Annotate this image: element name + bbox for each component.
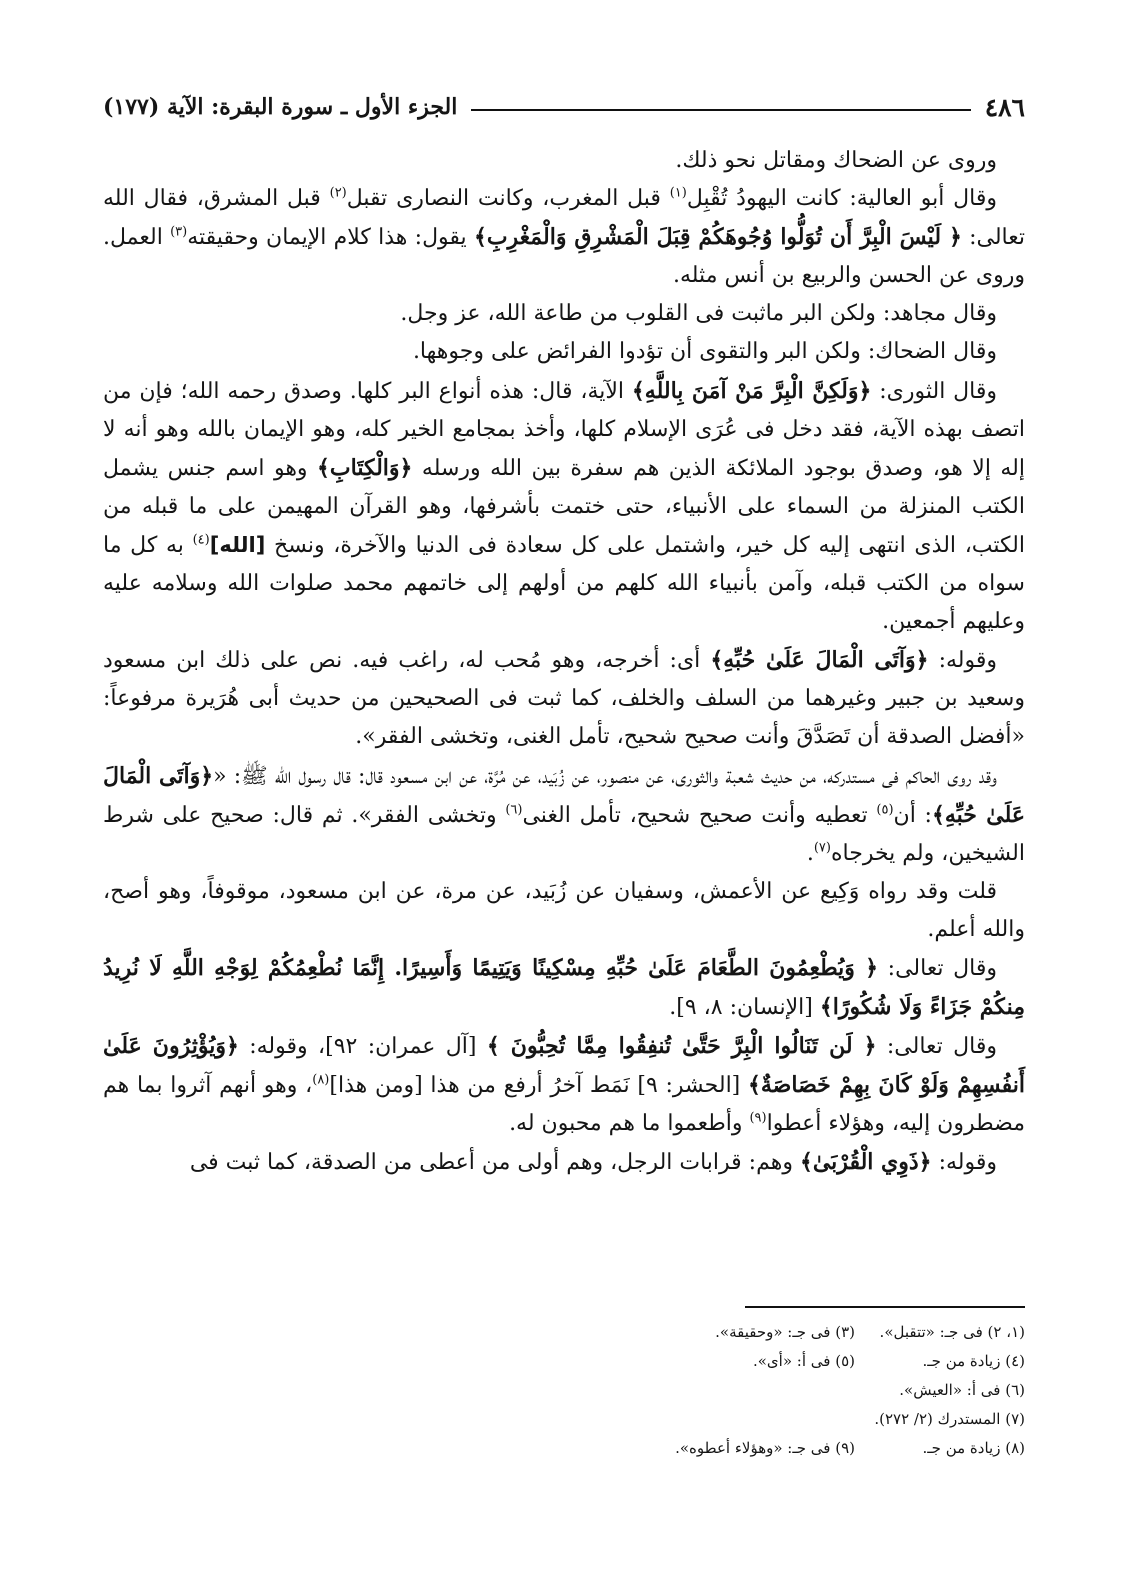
quran-verse: ﴿وَيُؤْثِرُونَ عَلَىٰ أَنفُسِهِمْ وَلَوْ كَانَ بِهِمْ خَصَاصَةٌ﴾	[103, 1033, 1026, 1099]
quran-verse: ﴿وَآتَى الْمَالَ عَلَىٰ حُبِّهِ﴾	[710, 647, 929, 674]
paragraph-p6	[103, 641, 1025, 756]
footnote-marker: (٨)	[312, 1072, 330, 1088]
text-run: قبل المشرق، فقال الله تعالى:	[103, 186, 1025, 251]
text-run: وهم: قرابات الرجل، وهم أولى من أعطى من الصدقة، كما ثبت فى	[189, 1150, 800, 1176]
text-run: يقول: هذا كلام الإيمان وحقيقته	[187, 225, 474, 251]
footnote-separator	[745, 1306, 1025, 1308]
footnote-marker: (٥)	[876, 802, 894, 818]
footnote-row	[103, 1376, 1025, 1405]
text-run: وقال مجاهد: ولكن البر ماثبت فى القلوب من طاعة الله، عز وجل.	[400, 301, 997, 327]
footnote: (٣) فى جـ: «وحقيقة».	[715, 1323, 855, 1341]
paragraph-p10	[103, 1027, 1025, 1143]
text-run: وقال تعالى:	[876, 1034, 997, 1060]
page-number: ٤٨٦	[984, 92, 1025, 122]
footnote-row	[103, 1318, 1025, 1347]
footnote: (٨) زيادة من جـ.	[922, 1439, 1025, 1457]
text-run: وقال الثورى:	[871, 378, 997, 404]
text-run: .	[806, 840, 814, 866]
footnote-marker: (٦)	[505, 802, 523, 818]
page-header	[103, 90, 1025, 124]
paragraph-p8	[103, 873, 1025, 949]
text-run: [آل عمران: ٩٢]، وقوله:	[238, 1034, 487, 1060]
text-run: الآية، قال: هذه أنواع البر كلها. وصدق رحمه الله؛ فإن من اتصف بهذه الآية، فقد دخل فى عُرَى الإسلام كلها، وأخذ بمجامع الخير كله، وهو الإيمان بالله وهو أنه لا إله إلا هو، وصدق بوجود الملائكة الذين هم سفرة بين الله ورسله	[103, 378, 1025, 481]
running-title: الجزء الأول ـ سورة البقرة: الآية (١٧٧)	[103, 94, 458, 120]
text-run: وقد روى الحاكم فى مستدركه، من حديث شعبة والثورى، عن منصور، عن زُبَيد، عن مُرَّة، عن ابن مسعود قال: قال رسول الله ﷺ: «	[213, 763, 998, 789]
footnote-marker: (٢)	[329, 185, 347, 201]
text-run: وقال تعالى:	[878, 955, 997, 981]
header-rule	[471, 109, 970, 111]
paragraph-p1	[103, 142, 1025, 180]
paragraph-p11	[103, 1143, 1025, 1182]
text-run: وقال أبو العالية: كانت اليهودُ تُقْبِل	[686, 186, 998, 212]
text-run: قبل المغرب، وكانت النصارى تقبل	[346, 186, 670, 212]
text-run: به كل ما سواه من الكتب قبله، وآمن بأنبياء الله كلهم من أولهم إلى خاتمهم محمد صلوات الله وسلامه عليه وعليهم أجمعين.	[103, 532, 1025, 635]
footnote-marker: (١)	[669, 185, 687, 201]
text-run: وقوله:	[928, 648, 997, 674]
footnote: (١، ٢) فى جـ: «تتقبل».	[879, 1323, 1025, 1341]
quran-verse: ﴿وَلَكِنَّ الْبِرَّ مَنْ آمَنَ بِاللَّهِ﴾	[631, 377, 872, 404]
footnote: (٩) فى جـ: «وهؤلاء أعطوه».	[675, 1439, 855, 1457]
text-run: ، وهو أنهم آثروا بما هم مضطرون إليه، وهؤلاء أعطوا	[103, 1073, 1025, 1137]
quran-verse: ﴿ لَيْسَ الْبِرَّ أَن تُوَلُّوا وُجُوهَكُمْ قِبَلَ الْمَشْرِقِ وَالْمَغْرِبِ﴾	[473, 224, 962, 251]
text-run: وقوله:	[931, 1150, 997, 1176]
quran-verse: ﴿ذَوِي الْقُرْبَىٰ﴾	[799, 1149, 932, 1176]
text-run: وتخشى الفقر». ثم قال: صحيح على شرط الشيخين، ولم يخرجاه	[103, 802, 1025, 866]
text-run: وهو اسم جنس يشمل الكتب المنزلة من السماء على الأنبياء، حتى ختمت بأشرفها، وهو القرآن المهيمن على ما قبله من الكتب، الذى انتهى إليه كل خير، واشتمل على كل سعادة فى الدنيا والآخرة، ونسخ	[103, 455, 1025, 558]
footnote-marker: (٣)	[170, 224, 188, 240]
footnote-row	[103, 1347, 1025, 1376]
paragraph-p7	[103, 757, 1025, 873]
footnote-marker: (٧)	[813, 840, 831, 856]
footnote: (٦) فى أ: «العيش».	[899, 1381, 1025, 1399]
text-run: وأطعموا ما هم محبون له.	[509, 1111, 750, 1137]
footnote-marker: (٤)	[192, 532, 210, 548]
paragraph-p5	[103, 372, 1025, 642]
footnotes	[103, 1318, 1025, 1463]
quran-verse: ﴿وَآتَى الْمَالَ عَلَىٰ حُبِّهِ﴾	[103, 762, 1025, 828]
footnote-marker: (٩)	[749, 1111, 767, 1127]
text-run: أى: أخرجه، وهو مُحب له، راغب فيه. نص على ذلك ابن مسعود وسعيد بن جبير وغيرهما من السلف والخلف، كما ثبت فى الصحيحين من حديث أبى هُرَيرة مرفوعاً: «أفضل الصدقة أن تَصَدَّقَ وأنت صحيح شحيح، تأمل الغنى، وتخشى الفقر».	[103, 648, 1025, 750]
text-run: [الإنسان: ٨، ٩].	[669, 995, 820, 1021]
text-run: [الحشر: ٩] نَمَط آخرُ أرفع من هذا [ومن هذا]	[329, 1073, 748, 1099]
main-text	[103, 142, 1025, 1183]
text-run: وقال الضحاك: ولكن البر والتقوى أن تؤدوا الفرائض على وجوهها.	[412, 339, 997, 365]
footnote: (٥) فى أ: «أى».	[752, 1352, 855, 1370]
paragraph-p3	[103, 295, 1025, 333]
paragraph-p9	[103, 949, 1025, 1027]
text-run: وروى عن الضحاك ومقاتل نحو ذلك.	[675, 148, 997, 173]
footnote: (٤) زيادة من جـ.	[922, 1352, 1025, 1370]
editorial-insertion: [الله]	[209, 532, 266, 557]
quran-verse: ﴿وَالْكِتَابِ﴾	[317, 454, 413, 481]
footnote: (٧) المستدرك (٢/ ٢٧٢).	[874, 1410, 1025, 1428]
footnote-row	[103, 1434, 1025, 1463]
quran-verse: ﴿ وَيُطْعِمُونَ الطَّعَامَ عَلَىٰ حُبِّهِ مِسْكِينًا وَيَتِيمًا وَأَسِيرًا. إِنَّمَا نُطْعِمُكُمْ لِوَجْهِ اللَّهِ لَا نُرِيدُ مِنكُمْ جَزَاءً وَلَا شُكُورًا﴾	[103, 954, 1025, 1021]
text-run: تعطيه وأنت صحيح شحيح، تأمل الغنى	[522, 802, 877, 828]
text-run: قلت وقد رواه وَكِيع عن الأعمش، وسفيان عن زُبَيد، عن مرة، عن ابن مسعود، موقوفاً، وهو أصح، والله أعلم.	[103, 878, 1025, 942]
paragraph-p4	[103, 333, 1025, 371]
footnote-row	[103, 1405, 1025, 1434]
text-run: : أن	[893, 802, 932, 828]
paragraph-p2	[103, 180, 1025, 295]
text-run: العمل. وروى عن الحسن والربيع بن أنس مثله.	[103, 225, 1025, 289]
quran-verse: ﴿ لَن تَنَالُوا الْبِرَّ حَتَّىٰ تُنفِقُوا مِمَّا تُحِبُّونَ ﴾	[486, 1033, 877, 1060]
